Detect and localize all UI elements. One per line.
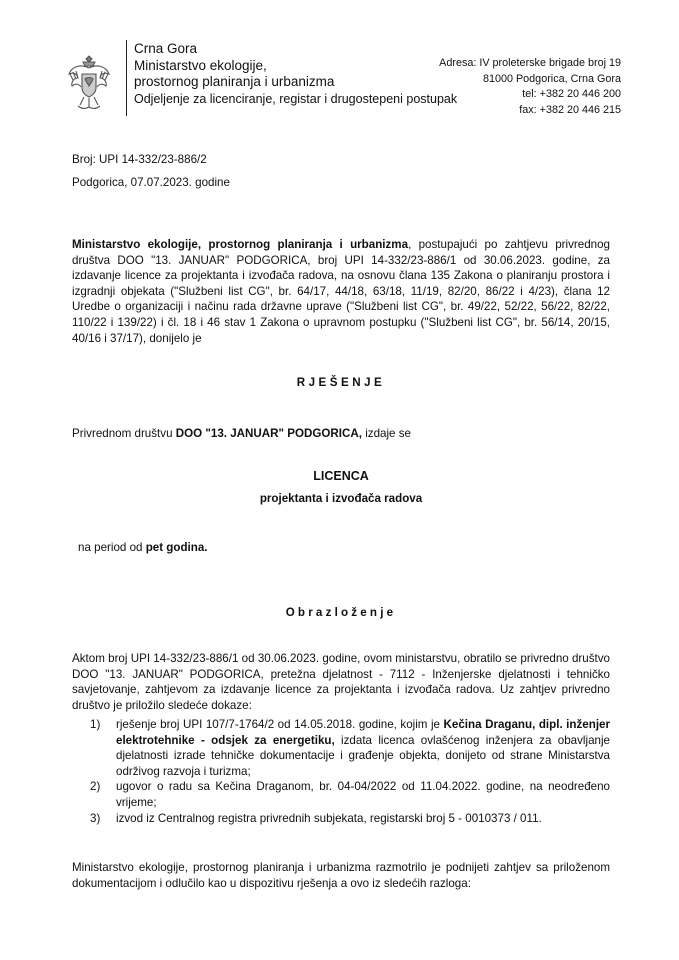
list-item-bold: Kečina Draganu, dipl. inženjer elektrotehnike - odsjek za energetiku,	[116, 718, 610, 747]
header-organization	[134, 41, 457, 107]
fax-number: fax: +382 20 446 215	[519, 103, 621, 116]
reasoning-paragraph-2: Ministarstvo ekologije, prostornog planiranja i urbanizma razmotrilo je podnijeti zahtjev sa priloženom dokumentacijom i odlučilo kao u dispozitivu rješenja a ovo iz sledećih razloga:	[72, 861, 610, 890]
reasoning-paragraph-1: Aktom broj UPI 14-332/23-886/1 od 30.06.2023. godine, ovom ministarstvu, obratilo se privredno društvo DOO "13. JANUAR" PODGORICA, pretežna djelatnost - 7112 - Inženjerske djelatnosti i tehničko savjetovanje, zahtjevom za izdavanje licence za projektanta i izvođača radova. Uz zahtjev privredno društvo je priložilo sledeće dokaze:	[72, 652, 610, 712]
list-item	[72, 717, 610, 779]
intro-ministry-bold: Ministarstvo ekologije, prostornog planiranja i urbanizma	[72, 238, 409, 251]
list-item-number: 2)	[90, 780, 101, 794]
list-item-text: rješenje broj UPI 107/7-1764/2 od 14.05.2018. godine, kojim je	[116, 718, 444, 731]
montenegro-coat-of-arms-icon	[66, 52, 112, 112]
list-item-text: ugovor o radu sa Kečina Draganom, br. 04-04/2022 od 11.04.2022. godine, na neodređeno vrijeme;	[116, 780, 610, 809]
list-item	[72, 811, 610, 827]
address-line1: Adresa: IV proleterske brigade broj 19	[439, 57, 621, 69]
reasoning-title: Obrazloženje	[285, 606, 397, 619]
period-prefix: na period od	[78, 541, 146, 554]
list-item-text: izvod iz Centralnog registra privrednih subjekata, registarski broj 5 - 0010373 / 011.	[116, 811, 542, 825]
granted-prefix: Privrednom društvu	[72, 427, 176, 440]
intro-paragraph	[72, 237, 610, 346]
place-date: Podgorica, 07.07.2023. godine	[72, 176, 230, 189]
list-item-number: 3)	[90, 811, 101, 825]
license-title: LICENCA	[313, 469, 369, 483]
document-number: Broj: UPI 14-332/23-886/2	[72, 153, 207, 166]
period-line	[78, 540, 208, 556]
ministry-name-line1: Ministarstvo ekologije,	[134, 57, 267, 73]
address-line2: 81000 Podgorica, Crna Gora	[482, 72, 621, 85]
ministry-name-line2: prostornog planiranja i urbanizma	[134, 74, 335, 89]
license-subtitle: projektanta i izvođača radova	[259, 492, 423, 505]
country-name: Crna Gora	[134, 41, 198, 56]
evidence-list	[72, 717, 610, 826]
phone-number: tel: +382 20 446 200	[522, 88, 621, 100]
list-item-text-end: izdata licenca ovlašćenog inženjera za obavljanje djelatnosti izrade tehničke dokumentacije i građenje objekta, donijeto od strane Ministarstva održivog razvoja i turizma;	[116, 733, 610, 778]
company-name: DOO "13. JANUAR" PODGORICA,	[175, 427, 362, 440]
granted-line	[72, 426, 411, 442]
header-divider	[126, 40, 127, 116]
intro-text: , postupajući po zahtjevu privrednog društva DOO "13. JANUAR" PODGORICA, broj UPI 14-332/23-886/1 od 30.06.2023. godine, za izdavanje licence za projektanta i izvođača radova, na osnovu člana 135 Zakona o planiranju prostora i izgradnji objekata ("Službeni list CG", br. 64/17, 44/18, 63/18, 11/19, 82/20, 86/22 i 4/23), člana 12 Uredbe o organizaciji i načinu rada državne uprave ("Službeni list CG", br. 49/22, 52/22, 56/22, 82/22, 110/22 i 139/22) i čl. 18 i 46 stav 1 Zakona o upravnom postupku ("Službeni list CG", br. 56/14, 20/15, 40/16 i 37/17), donijelo je	[72, 238, 610, 345]
department-name: Odjeljenje za licenciranje, registar i drugostepeni postupak	[134, 91, 458, 106]
list-item	[72, 779, 610, 810]
decision-title: RJEŠENJE	[296, 376, 386, 389]
period-value: pet godina.	[145, 541, 208, 554]
header-address	[439, 56, 621, 118]
list-item-number: 1)	[90, 718, 101, 731]
granted-suffix: izdaje se	[361, 427, 411, 440]
